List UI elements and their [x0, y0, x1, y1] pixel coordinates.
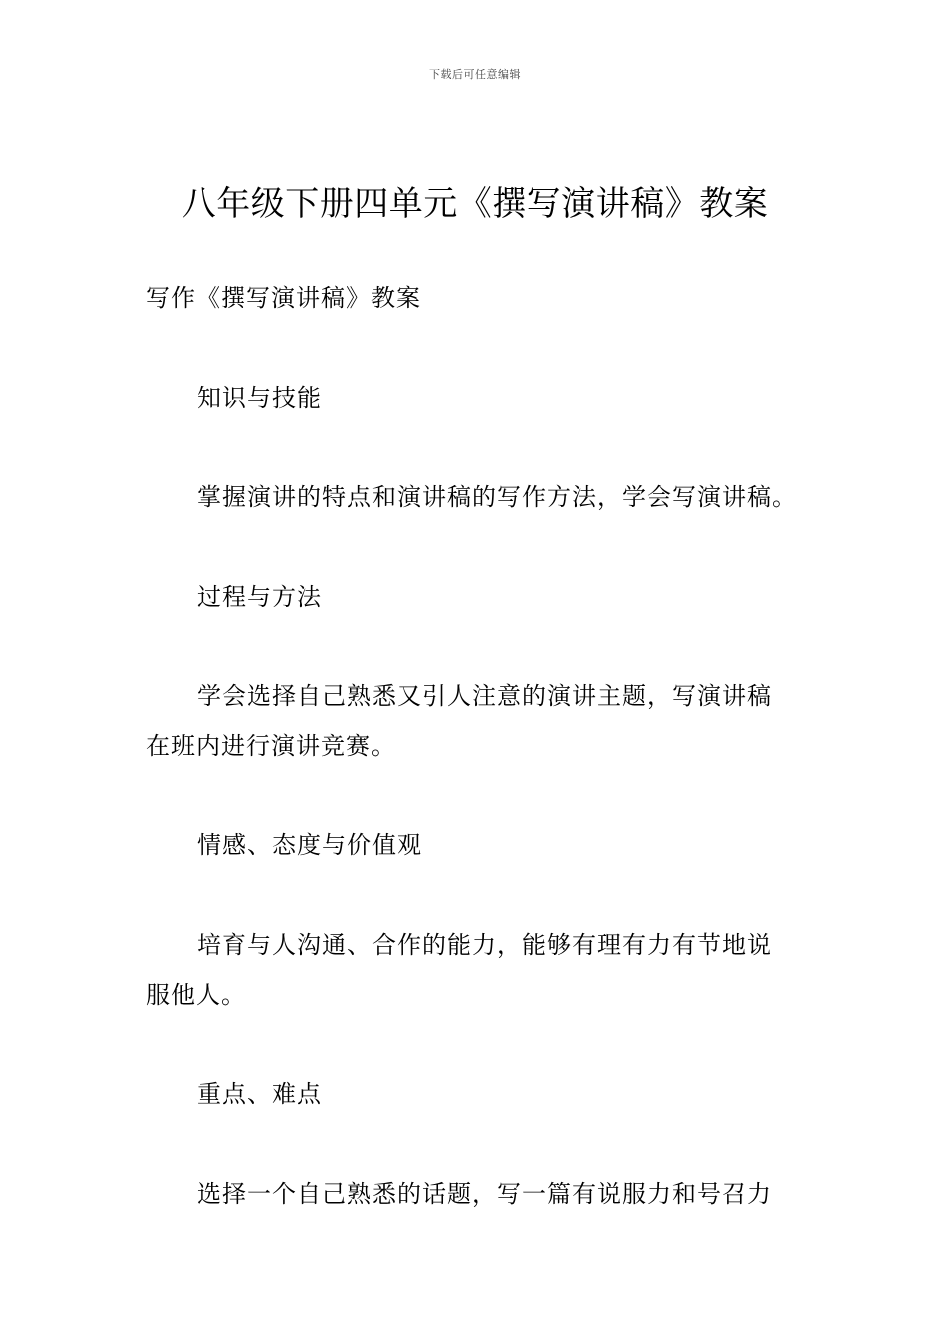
- paragraph-line: 选择一个自己熟悉的话题，写一篇有说服力和号召力: [197, 1180, 772, 1208]
- paragraph-line: 服他人。: [146, 981, 246, 1009]
- document-title: 八年级下册四单元《撰写演讲稿》教案: [181, 184, 769, 224]
- document-subtitle: 写作《撰写演讲稿》教案: [146, 284, 421, 312]
- paragraph-line: 掌握演讲的特点和演讲稿的写作方法，学会写演讲稿。: [197, 483, 797, 511]
- paragraph-line: 在班内进行演讲竞赛。: [146, 732, 396, 760]
- paragraph-line: 培育与人沟通、合作的能力，能够有理有力有节地说: [197, 931, 772, 959]
- paragraph-line: 学会选择自己熟悉又引人注意的演讲主题，写演讲稿: [197, 682, 772, 710]
- header-note: 下载后可任意编辑: [429, 68, 521, 81]
- section-heading-process: 过程与方法: [197, 583, 322, 611]
- section-heading-knowledge: 知识与技能: [197, 384, 322, 412]
- section-heading-values: 情感、态度与价值观: [197, 831, 422, 859]
- section-heading-key-points: 重点、难点: [197, 1080, 322, 1108]
